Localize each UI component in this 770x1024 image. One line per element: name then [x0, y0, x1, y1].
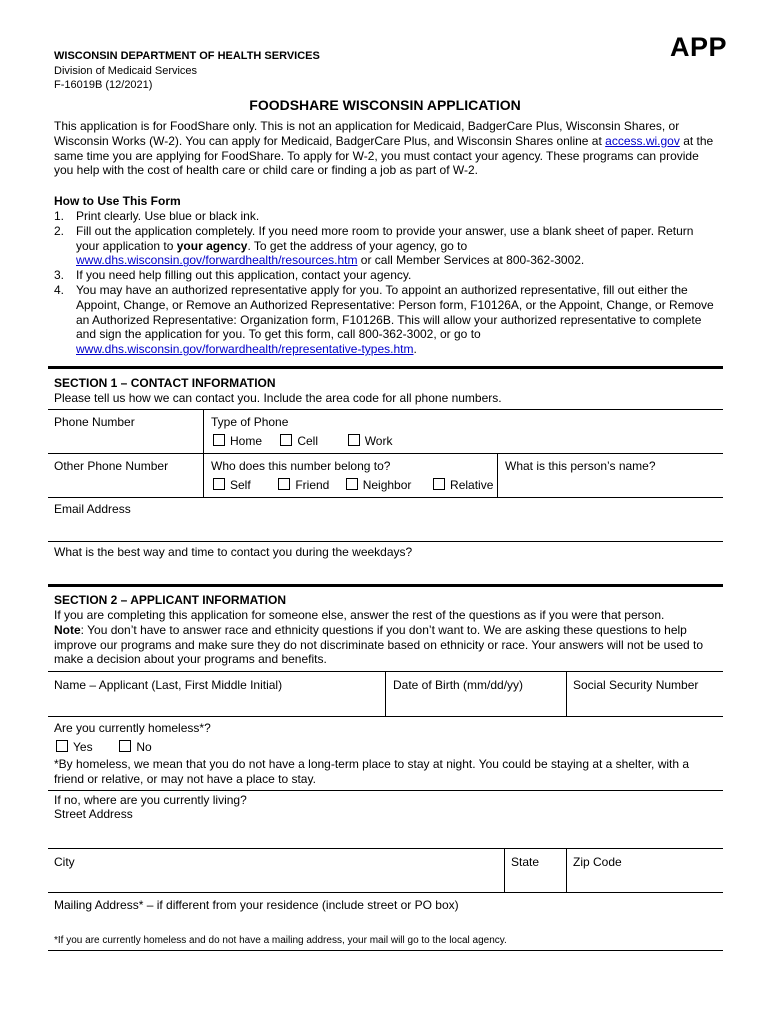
section1-subtitle: Please tell us how we can contact you. Include the area code for all phone numbers. — [54, 391, 502, 405]
list-item — [54, 268, 719, 283]
section1-rule — [48, 366, 723, 369]
checkbox-icon[interactable] — [119, 740, 131, 752]
applicant-name-label: Name – Applicant (Last, First Middle Initial) — [54, 678, 283, 692]
page-title: FOODSHARE WISCONSIN APPLICATION — [249, 97, 521, 113]
email-label: Email Address — [54, 502, 131, 516]
mailing-address-label: Mailing Address* – if different from your residence (include street or PO box) — [54, 898, 459, 912]
option-label: No — [136, 740, 152, 754]
checkbox-home[interactable] — [213, 434, 277, 448]
divider — [48, 409, 723, 410]
divider — [48, 541, 723, 542]
item-text: . — [413, 342, 417, 357]
state-label: State — [511, 855, 540, 869]
section1-title: SECTION 1 – CONTACT INFORMATION — [54, 376, 276, 390]
item-text: Print clearly. Use blue or black ink. — [76, 209, 260, 223]
access-link[interactable]: access.wi.gov — [605, 133, 680, 148]
belong-options — [213, 478, 493, 492]
resources-link[interactable]: www.dhs.wisconsin.gov/forwardhealth/resources.htm — [76, 253, 358, 268]
checkbox-icon[interactable] — [278, 478, 290, 490]
checkbox-cell[interactable] — [280, 434, 344, 448]
how-to-list — [54, 209, 719, 357]
option-label: Home — [230, 434, 263, 448]
checkbox-friend[interactable] — [278, 478, 342, 492]
section2-rule — [48, 584, 723, 587]
best-time-label: What is the best way and time to contact you during the weekdays? — [54, 545, 413, 559]
checkbox-self[interactable] — [213, 478, 275, 492]
option-label: Self — [230, 478, 251, 492]
item-number: 2. — [54, 223, 65, 238]
item-text: . To get the address of your agency, go to — [247, 238, 468, 253]
checkbox-icon[interactable] — [348, 434, 360, 446]
divider — [48, 848, 723, 849]
intro-text-b: at the same time you are applying for FoodShare. To apply for W-2, you must contact your agency. These programs can provide you help with the cost of health care or child care or finding a job as part of W-2. — [54, 133, 714, 178]
option-label: Cell — [297, 434, 319, 448]
ssn-label: Social Security Number — [573, 678, 699, 692]
section2-intro — [54, 608, 719, 667]
divider — [48, 892, 723, 893]
option-label: Work — [364, 434, 393, 448]
zip-label: Zip Code — [573, 855, 622, 869]
item-text: Fill out the application completely. If you need more room to provide your answer, use a blank sheet of paper. Return your application to — [76, 223, 694, 253]
item-text: or call Member Services at 800-362-3002. — [357, 253, 585, 268]
option-label: Yes — [73, 740, 93, 754]
checkbox-work[interactable] — [348, 434, 393, 448]
divider — [48, 790, 723, 791]
form-number: F-16019B (12/2021) — [54, 79, 153, 91]
city-label: City — [54, 855, 75, 869]
checkbox-relative[interactable] — [433, 478, 493, 492]
divider — [497, 453, 498, 497]
type-of-phone-label: Type of Phone — [211, 415, 289, 429]
option-label: Neighbor — [362, 478, 412, 492]
divider — [566, 671, 567, 716]
form-tag: APP — [670, 32, 728, 62]
who-belongs-label: Who does this number belong to? — [211, 459, 391, 473]
item-number: 1. — [54, 209, 65, 223]
person-name-label: What is this person’s name? — [505, 459, 656, 473]
phone-number-label: Phone Number — [54, 415, 135, 429]
homeless-footnote: *If you are currently homeless and do not have a mailing address, your mail will go to the local agency. — [54, 935, 507, 946]
checkbox-icon[interactable] — [213, 478, 225, 490]
item-text: If you need help filling out this application, contact your agency. — [76, 268, 412, 283]
divider — [48, 497, 723, 498]
if-no-label: If no, where are you currently living? — [54, 793, 247, 807]
checkbox-icon[interactable] — [56, 740, 68, 752]
divider — [48, 950, 723, 951]
option-label: Relative — [450, 478, 494, 492]
checkbox-icon[interactable] — [213, 434, 225, 446]
item-number: 3. — [54, 268, 65, 283]
checkbox-no[interactable] — [119, 740, 151, 754]
agency-name: WISCONSIN DEPARTMENT OF HEALTH SERVICES — [54, 50, 320, 62]
intro-paragraph — [54, 119, 719, 178]
homeless-definition: *By homeless, we mean that you do not have a long-term place to stay at night. You could be staying at a shelter, with a friend or relative, or may not have a place to stay. — [54, 757, 690, 786]
checkbox-icon[interactable] — [280, 434, 292, 446]
divider — [504, 848, 505, 892]
division-name: Division of Medicaid Services — [54, 65, 198, 77]
item-number: 4. — [54, 282, 65, 297]
divider — [48, 453, 723, 454]
divider — [566, 848, 567, 892]
section2-line1: If you are completing this application for someone else, answer the rest of the questions as if you were that person. — [54, 608, 665, 622]
homeless-options — [56, 740, 152, 754]
checkbox-yes[interactable] — [56, 740, 116, 754]
homeless-question: Are you currently homeless*? — [54, 721, 211, 735]
list-item — [54, 224, 719, 268]
note-text: : You don’t have to answer race and ethnicity questions if you don’t want to. We are asking these questions to help improve our programs and make sure they do not discriminate based on ethnicity or race. Your answers will not be used to make a decision about your programs and benefits. — [54, 622, 704, 667]
dob-label: Date of Birth (mm/dd/yy) — [393, 678, 524, 692]
other-phone-label: Other Phone Number — [54, 459, 169, 473]
divider — [48, 716, 723, 717]
checkbox-neighbor[interactable] — [346, 478, 430, 492]
note-paragraph — [54, 623, 719, 667]
item-bold: your agency — [176, 238, 248, 253]
divider — [385, 671, 386, 716]
checkbox-icon[interactable] — [346, 478, 358, 490]
representative-link[interactable]: www.dhs.wisconsin.gov/forwardhealth/representative-types.htm — [76, 342, 414, 357]
option-label: Friend — [295, 478, 330, 492]
checkbox-icon[interactable] — [433, 478, 445, 490]
note-label: Note — [54, 622, 81, 637]
item-text: You may have an authorized representative apply for you. To appoint an authorized representative, fill out either the Appoint, Change, or Remove an Authorized Representative: Person form, F10126A, or the Appoint, Change, or Remove an Authorized Representative: Organization form, F10126B. This will allow your authorized representative to complete and sign the application for you. To get this form, call 800-362-3002, or go to — [76, 282, 714, 342]
phone-type-options — [213, 434, 392, 448]
how-to-heading: How to Use This Form — [54, 194, 181, 208]
street-address-label: Street Address — [54, 807, 133, 821]
list-item — [54, 209, 719, 224]
section2-title: SECTION 2 – APPLICANT INFORMATION — [54, 593, 287, 607]
list-item — [54, 283, 719, 357]
intro-text-a: This application is for FoodShare only. This is not an application for Medicaid, BadgerCare Plus, Wisconsin Shares, or Wisconsin Works (W-2). You can apply for Medicaid, BadgerCare Plus, and Wisconsin Shares online at — [54, 119, 680, 148]
